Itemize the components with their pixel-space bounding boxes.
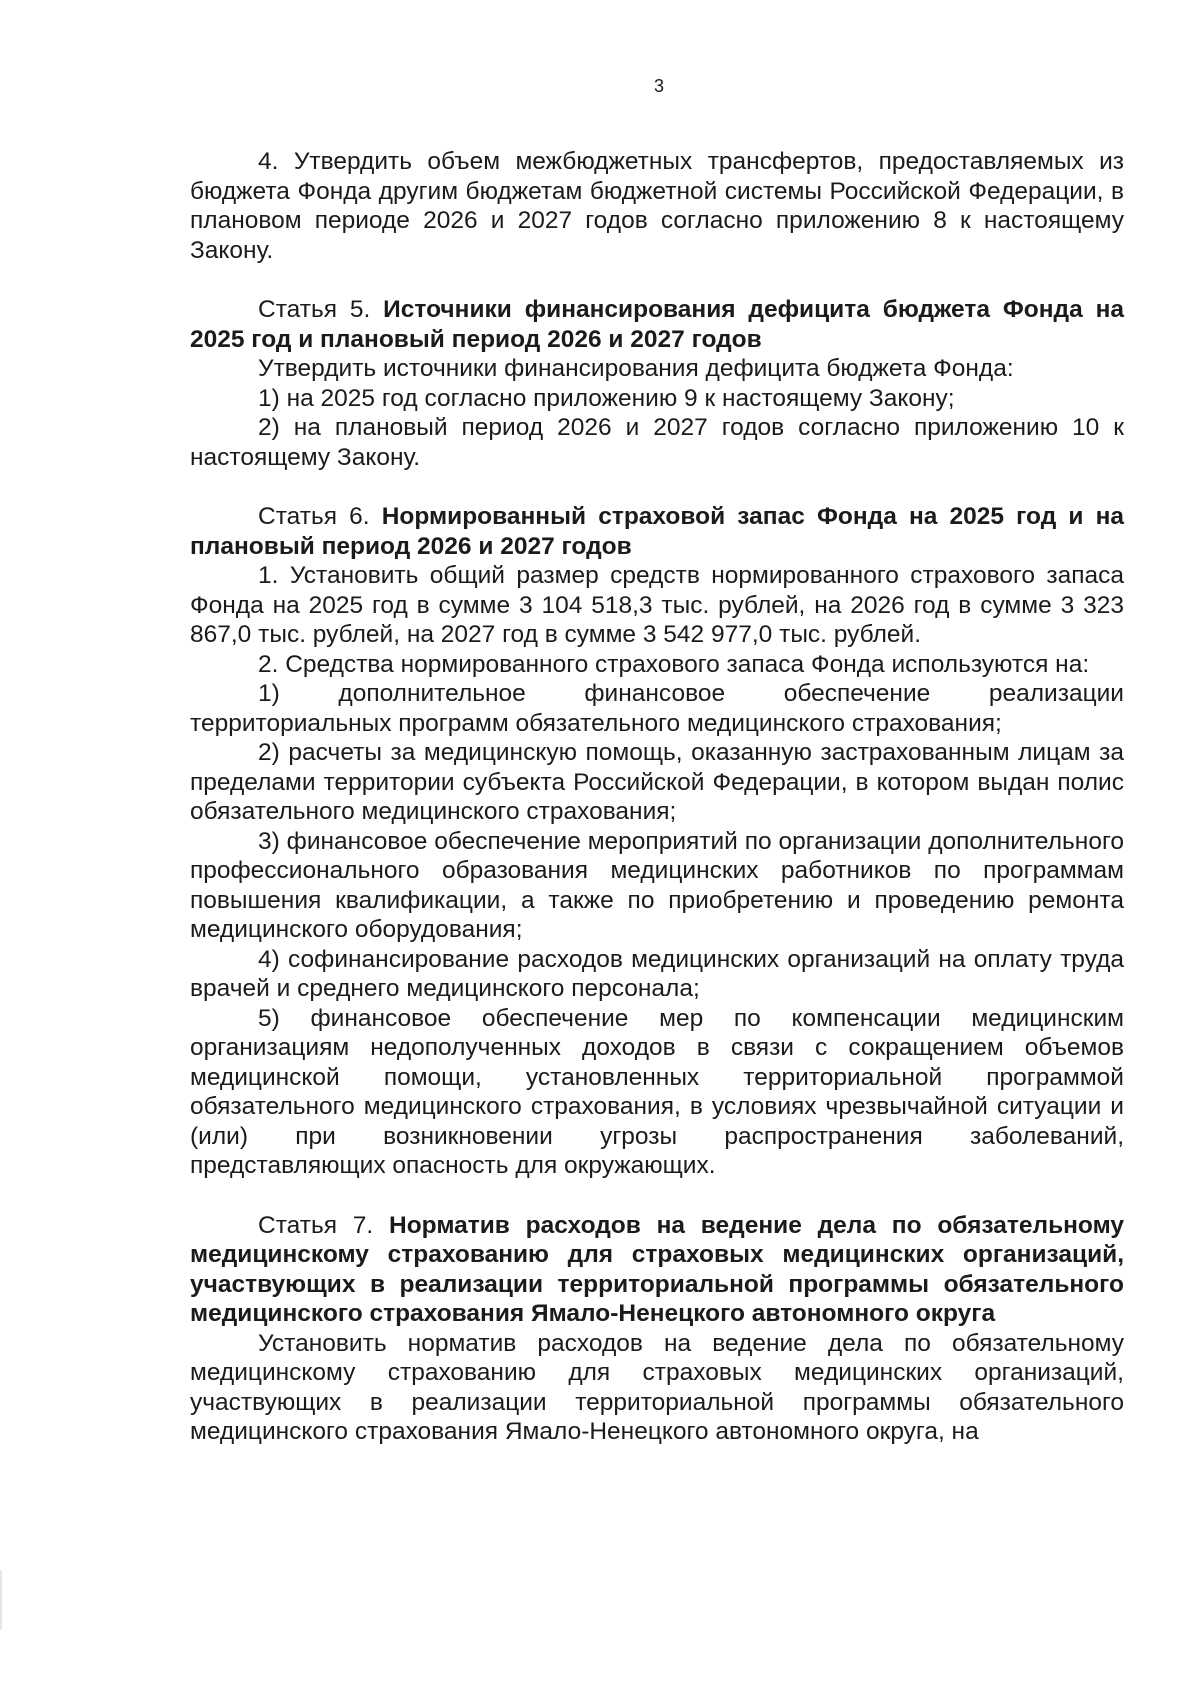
article-6-label: Статья 6.	[258, 503, 370, 530]
paragraph-4: 4. Утвердить объем межбюджетных трансфертов, предоставляемых из бюджета Фонда другим бюджетам бюджетной системы Российской Федерации, в плановом периоде 2026 и 2027 годов согласно приложению 8 к настоящему Закону.	[190, 148, 1124, 264]
article-6-item-4: 4) софинансирование расходов медицинских организаций на оплату труда врачей и среднего медицинского персонала;	[190, 945, 1124, 1002]
article-6-item-2: 2) расчеты за медицинскую помощь, оказанную застрахованным лицам за пределами территории субъекта Российской Федерации, в котором выдан полис обязательного медицинского страхования;	[190, 739, 1124, 825]
document-body	[190, 147, 1124, 1447]
article-6-heading	[190, 502, 1124, 561]
article-6-paragraph-1: 1. Установить общий размер средств нормированного страхового запаса Фонда на 2025 год в сумме 3 104 518,3 тыс. рублей, на 2026 год в сумме 3 323 867,0 тыс. рублей, на 2027 год в сумме 3 542 977,0 тыс. рублей.	[190, 562, 1124, 648]
article-6-item-1: 1) дополнительное финансовое обеспечение реализации территориальных программ обязательного медицинского страхования;	[190, 680, 1124, 737]
article-6-paragraph-2: 2. Средства нормированного страхового запаса Фонда используются на:	[258, 650, 1090, 678]
scan-edge-mark	[0, 1570, 2, 1630]
article-7-title: Норматив расходов на ведение дела по обязательному медицинскому страхованию для страховых медицинских организаций, участвующих в реализации территориальной программы обязательного медицинского страхования Ямало-Ненецкого автономного округа	[190, 1211, 1125, 1327]
article-5-heading	[190, 295, 1124, 354]
article-7-heading	[190, 1211, 1124, 1329]
article-5-intro: Утвердить источники финансирования дефицита бюджета Фонда:	[258, 355, 1014, 382]
article-5-item-1: 1) на 2025 год согласно приложению 9 к настоящему Закону;	[258, 384, 955, 412]
article-5-title: Источники финансирования дефицита бюджета Фонда на 2025 год и плановый период 2026 и 2027 годов	[190, 296, 1124, 353]
article-5-label: Статья 5.	[258, 296, 371, 323]
article-6-item-3: 3) финансовое обеспечение мероприятий по организации дополнительного профессионального образования медицинских работников по программам повышения квалификации, а также по приобретению и проведению ремонта медицинского оборудования;	[190, 827, 1124, 943]
article-7-paragraph-1: Установить норматив расходов на ведение дела по обязательному медицинскому страхованию для страховых медицинских организаций, участвующих в реализации территориальной программы обязательного медицинского страхования Ямало-Ненецкого автономного округа, на	[190, 1329, 1124, 1445]
page-number: 3	[653, 76, 664, 96]
article-5-item-2: 2) на плановый период 2026 и 2027 годов согласно приложению 10 к настоящему Закону.	[190, 414, 1124, 471]
article-7-label: Статья 7.	[258, 1211, 374, 1239]
article-6-item-5: 5) финансовое обеспечение мер по компенсации медицинским организациям недополученных доходов в связи с сокращением объемов медицинской помощи, установленных территориальной программой обязательного медицинского страхования, в условиях чрезвычайной ситуации и (или) при возникновении угрозы распространения заболеваний, представляющих опасность для окружающих.	[190, 1004, 1124, 1179]
article-6-title: Нормированный страховой запас Фонда на 2025 год и на плановый период 2026 и 2027 годов	[190, 503, 1125, 560]
